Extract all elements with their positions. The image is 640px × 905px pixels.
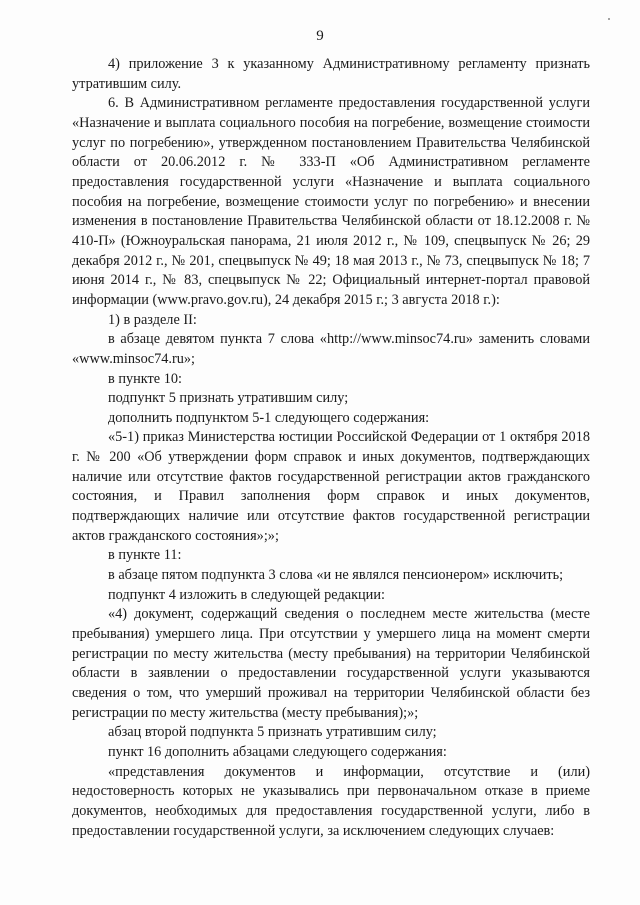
paragraph-quote-4: «4) документ, содержащий сведения о последнем месте жительства (месте пребывания) умершего лица. При отсутствии у умершего лица на момент смерти регистрации по месту жительства (месту пребывания) на территории Челябинской области в заявлении о предоставлении государственной услуги указываются сведения о том, что умерший проживал на территории Челябинской области без регистрации по месту жительства (месту пребывания);»; [72,606,590,721]
paragraph-point-7: в абзаце девятом пункта 7 слова «http://www.minsoc74.ru» заменить словами «www.minsoc74.ru»; [72,331,590,367]
paragraph-quote-16: «представления документов и информации, отсутствие и (или) недостоверность которых не указывались при первоначальном отказе в приеме документов, необходимых для предоставления государственной услуги, либо в предоставлении государственной услуги, за исключением следующих случаев: [72,763,590,839]
paragraph-section-6: 6. В Административном регламенте предоставления государственной услуги «Назначение и выплата социального пособия на погребение, возмещение стоимости услуг по погребению», утвержденном постановлением Правительства Челябинской области от 20.06.2012 г. № 333-П «Об Административном регламенте предоставления государственной услуги «Назначение и выплата социального пособия на погребение, возмещение стоимости услуг по погребению» и внесении изменения в постановление Правительства Челябинской области от 18.12.2008 г. № 410-П» (Южноуральская панорама, 21 июля 2012 г., № 109, спецвыпуск № 26; 29 декабря 2012 г., № 201, спецвыпуск № 49; 18 мая 2013 г., № 73, спецвыпуск № 18; 7 июня 2014 г., № 83, спецвыпуск № 22; Официальный интернет-портал правовой информации (www.pravo.gov.ru), 24 декабря 2015 г.; 3 августа 2018 г.): [72,95,590,308]
scan-speck [608,18,610,20]
paragraph-quote-5-1: «5-1) приказ Министерства юстиции Российской Федерации от 1 октября 2018 г. № 200 «Об утверждении форм справок и иных документов, подтверждающих наличие или отсутствие фактов государственной регистрации актов гражданского состояния, и Правил заполнения форм справок и иных документов, подтверждающих наличие или отсутствие фактов государственной регистрации актов гражданского состояния»;»; [72,429,590,544]
paragraph-subpoint-5-para-2: абзац второй подпункта 5 признать утратившим силу; [108,724,437,741]
paragraph-point-16: пункт 16 дополнить абзацами следующего содержания: [108,743,447,760]
paragraph-point-10: в пункте 10: [108,370,182,387]
paragraph-subpoint-4-intro: подпункт 4 изложить в следующей редакции: [108,586,385,603]
paragraph-subsection-1: 1) в разделе II: [108,311,197,328]
document-body [72,55,590,841]
paragraph-item-4: 4) приложение 3 к указанному Административному регламенту признать утратившим силу. [72,56,590,92]
paragraph-point-11: в пункте 11: [108,547,182,564]
paragraph-subpoint-3: в абзаце пятом подпункта 3 слова «и не являлся пенсионером» исключить; [108,567,564,584]
paragraph-subpoint-5: подпункт 5 признать утратившим силу; [108,390,349,407]
paragraph-add-subpoint-5-1: дополнить подпунктом 5-1 следующего содержания: [108,409,430,426]
page-number: 9 [316,28,324,44]
